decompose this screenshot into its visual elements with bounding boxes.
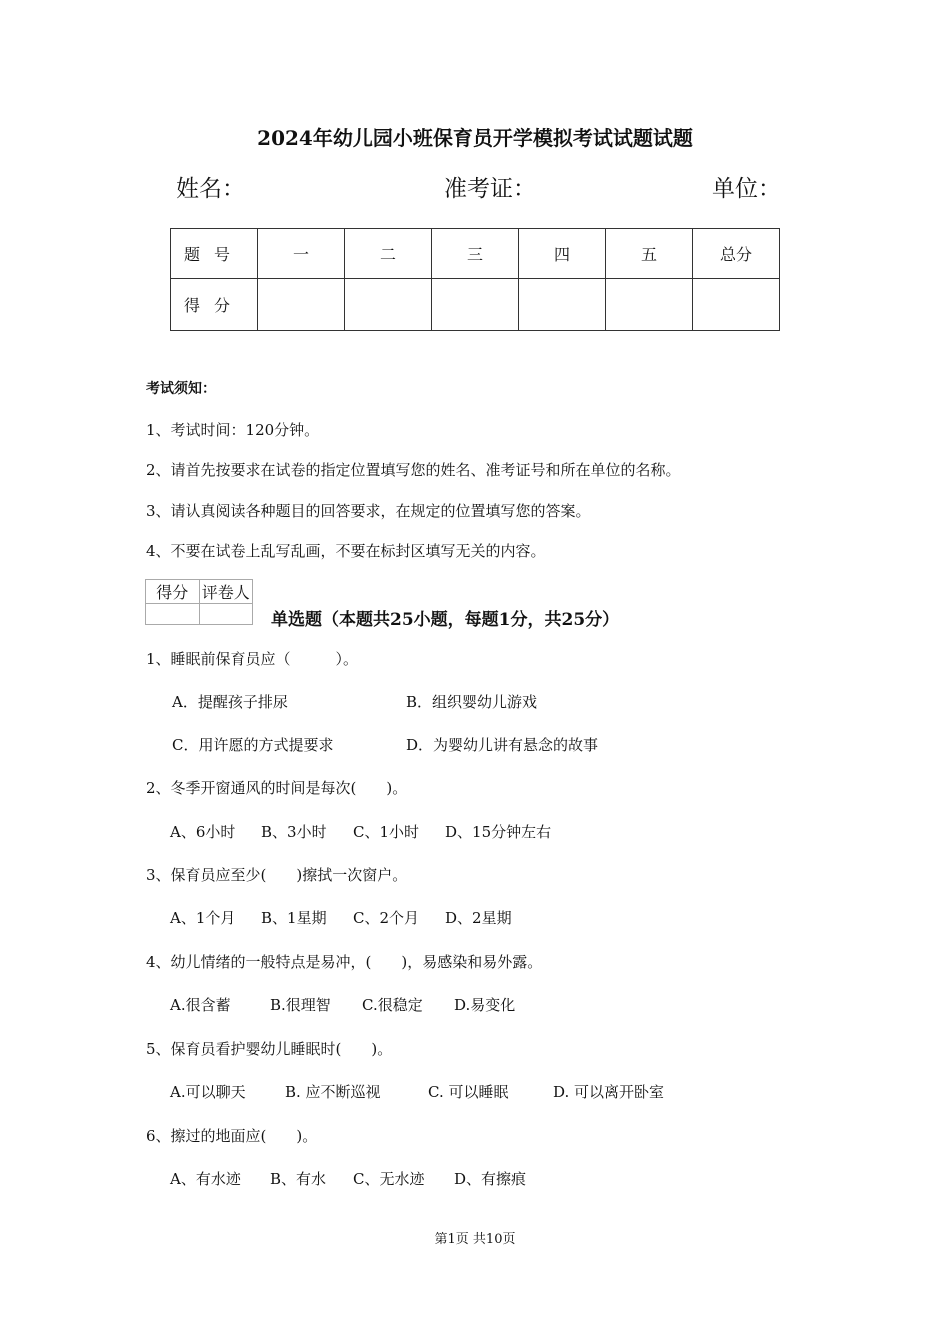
question-option: B.很理智 — [270, 996, 331, 1014]
question-option: D. 可以离开卧室 — [553, 1083, 665, 1101]
score-table-column-header: 五 — [606, 229, 693, 279]
section-title: 单选题（本题共25小题，每题1分，共25分） — [271, 610, 620, 630]
score-table-row-label: 得分 — [171, 279, 258, 331]
exam-id-label: 准考证： — [444, 176, 536, 202]
grader-box-grader-label: 评卷人 — [199, 580, 253, 604]
question-stem: 2、冬季开窗通风的时间是每次( )。 — [146, 779, 408, 797]
question-stem: 6、擦过的地面应( )。 — [146, 1127, 318, 1145]
score-cell — [606, 279, 693, 331]
score-cell — [432, 279, 519, 331]
question-option: C、2个月 — [353, 909, 420, 927]
score-table-column-header: 总分 — [693, 229, 780, 279]
question-option: B、3小时 — [261, 823, 327, 841]
name-label: 姓名： — [176, 176, 245, 202]
question-stem: 1、睡眠前保育员应（ ）。 — [146, 650, 359, 668]
question-option: A．提醒孩子排尿 — [172, 693, 288, 711]
question-option: B、有水 — [270, 1170, 327, 1188]
question-option: D．为婴幼儿讲有悬念的故事 — [406, 736, 599, 754]
notice-title: 考试须知： — [146, 381, 216, 397]
notice-item: 1、考试时间：120分钟。 — [146, 421, 320, 439]
question-option: A、6小时 — [170, 823, 236, 841]
question-option: A、有水迹 — [170, 1170, 241, 1188]
score-table-column-header: 二 — [345, 229, 432, 279]
score-table-row-label: 题号 — [171, 229, 258, 279]
notice-item: 2、请首先按要求在试卷的指定位置填写您的姓名、准考证号和所在单位的名称。 — [146, 461, 681, 479]
question-option: C、无水迹 — [353, 1170, 425, 1188]
grader-box-grader-cell — [199, 604, 253, 625]
question-option: A.可以聊天 — [170, 1083, 246, 1101]
score-cell — [519, 279, 606, 331]
question-option: D.易变化 — [454, 996, 516, 1014]
question-option: A、1个月 — [170, 909, 236, 927]
question-option: B．组织婴幼儿游戏 — [406, 693, 538, 711]
score-table — [170, 228, 780, 331]
unit-label: 单位： — [712, 176, 781, 202]
question-option: A.很含蓄 — [170, 996, 231, 1014]
document-title: 2024年幼儿园小班保育员开学模拟考试试题试题 — [257, 126, 693, 150]
grader-box-score-label: 得分 — [146, 580, 200, 604]
question-option: D、15分钟左右 — [445, 823, 552, 841]
question-stem: 3、保育员应至少( )擦拭一次窗户。 — [146, 866, 408, 884]
grader-box-score-cell — [146, 604, 200, 625]
score-table-header-row — [171, 229, 780, 279]
question-option: B、1星期 — [261, 909, 327, 927]
score-table-score-row — [171, 279, 780, 331]
question-option: C、1小时 — [353, 823, 420, 841]
question-option: C.很稳定 — [362, 996, 423, 1014]
score-cell — [693, 279, 780, 331]
score-cell — [345, 279, 432, 331]
score-table-column-header: 一 — [258, 229, 345, 279]
page-footer: 第1页 共10页 — [434, 1232, 516, 1247]
score-table-column-header: 三 — [432, 229, 519, 279]
question-stem: 4、幼儿情绪的一般特点是易冲，( )，易感染和易外露。 — [146, 953, 543, 971]
question-option: D、2星期 — [445, 909, 512, 927]
question-option: B. 应不断巡视 — [285, 1083, 381, 1101]
score-cell — [258, 279, 345, 331]
question-option: C．用许愿的方式提要求 — [172, 736, 334, 754]
grader-box — [145, 579, 253, 625]
notice-item: 3、请认真阅读各种题目的回答要求，在规定的位置填写您的答案。 — [146, 502, 591, 520]
question-option: D、有擦痕 — [454, 1170, 527, 1188]
notice-item: 4、不要在试卷上乱写乱画，不要在标封区填写无关的内容。 — [146, 542, 546, 560]
question-option: C. 可以睡眠 — [428, 1083, 509, 1101]
question-stem: 5、保育员看护婴幼儿睡眠时( )。 — [146, 1040, 393, 1058]
score-table-column-header: 四 — [519, 229, 606, 279]
